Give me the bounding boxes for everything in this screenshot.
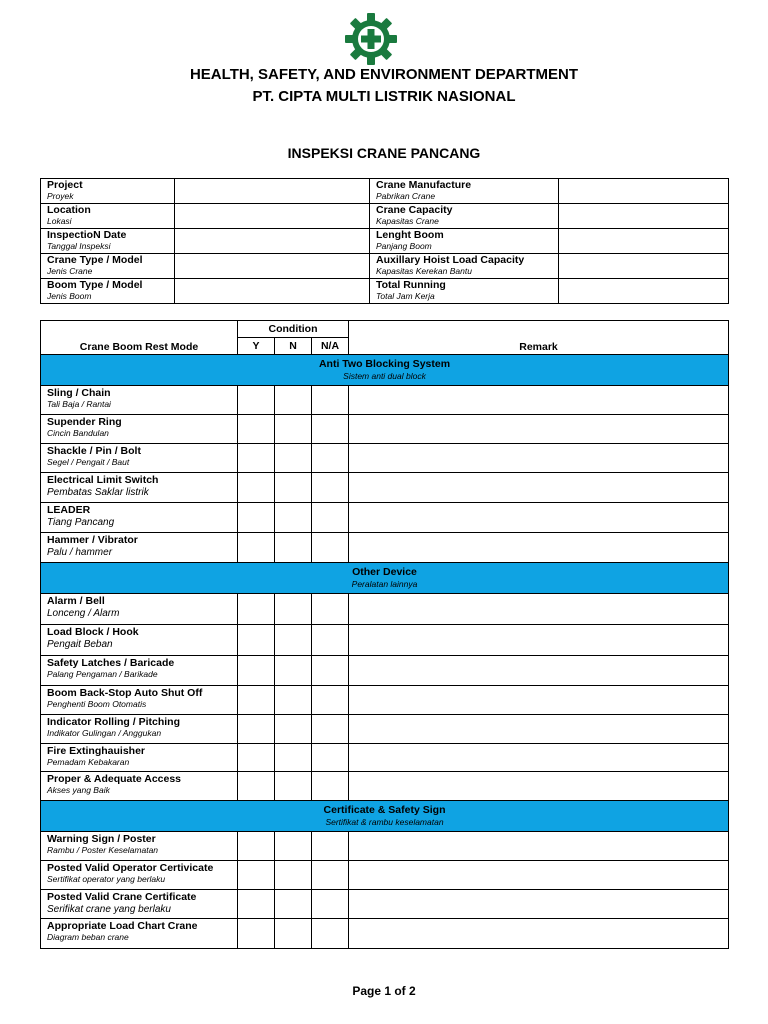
page-number: Page 1 of 2 bbox=[352, 984, 416, 998]
checklist-item-label: Fire Extinghauisher bbox=[47, 745, 146, 757]
section-title: Anti Two Blocking System bbox=[318, 358, 451, 370]
remark-cell[interactable] bbox=[349, 444, 729, 473]
condition-y-cell[interactable] bbox=[238, 415, 275, 444]
checklist-row bbox=[41, 890, 729, 919]
checklist-item bbox=[41, 444, 238, 473]
info-label-cell bbox=[370, 204, 559, 229]
checklist-item-label: Hammer / Vibrator bbox=[47, 534, 138, 546]
info-label: InspectioN Date bbox=[47, 229, 127, 241]
checklist-item-label: Posted Valid Crane Certificate bbox=[47, 891, 197, 903]
condition-n-cell[interactable] bbox=[275, 503, 312, 533]
remark-cell[interactable] bbox=[349, 890, 729, 919]
remark-cell[interactable] bbox=[349, 594, 729, 625]
checklist-item-translation: Pembatas Saklar listrik bbox=[47, 487, 149, 498]
gear-cross-logo-icon bbox=[343, 11, 399, 67]
checklist-item-label: Appropriate Load Chart Crane bbox=[47, 920, 198, 932]
checklist-item-label: Alarm / Bell bbox=[47, 595, 105, 607]
remark-cell[interactable] bbox=[349, 625, 729, 656]
remark-cell[interactable] bbox=[349, 832, 729, 861]
condition-na-cell[interactable] bbox=[312, 744, 349, 772]
condition-n-cell[interactable] bbox=[275, 444, 312, 473]
info-label: Crane Manufacture bbox=[376, 179, 472, 191]
condition-n-cell[interactable] bbox=[275, 686, 312, 715]
remark-cell[interactable] bbox=[349, 861, 729, 890]
inspection-info-table bbox=[40, 178, 729, 304]
checklist-row bbox=[41, 503, 729, 533]
checklist-row bbox=[41, 594, 729, 625]
info-value-field[interactable] bbox=[559, 204, 729, 229]
checklist-item-label: Safety Latches / Baricade bbox=[47, 657, 175, 669]
remark-cell[interactable] bbox=[349, 919, 729, 949]
checklist-item bbox=[41, 715, 238, 744]
checklist-item-label: Electrical Limit Switch bbox=[47, 474, 159, 486]
checklist-item bbox=[41, 890, 238, 919]
section-header-row bbox=[41, 563, 729, 594]
checklist-item-label: LEADER bbox=[47, 504, 91, 516]
condition-n-cell[interactable] bbox=[275, 656, 312, 686]
condition-n-cell[interactable] bbox=[275, 386, 312, 415]
checklist-item bbox=[41, 594, 238, 625]
info-label: Boom Type / Model bbox=[47, 279, 143, 291]
checklist-row bbox=[41, 386, 729, 415]
department-title: HEALTH, SAFETY, AND ENVIRONMENT DEPARTMENT bbox=[189, 66, 579, 83]
checklist-row bbox=[41, 686, 729, 715]
condition-y-cell[interactable] bbox=[238, 919, 275, 949]
section-subtitle: Peralatan lainnya bbox=[351, 579, 418, 589]
info-label-cell bbox=[370, 254, 559, 279]
section-subtitle: Sistem anti dual block bbox=[343, 371, 426, 381]
info-label: Project bbox=[47, 179, 83, 191]
remark-cell[interactable] bbox=[349, 656, 729, 686]
checklist-item bbox=[41, 832, 238, 861]
column-header-mode: Crane Boom Rest Mode bbox=[41, 321, 238, 355]
checklist-item-label: Boom Back-Stop Auto Shut Off bbox=[47, 687, 203, 699]
condition-y-cell[interactable] bbox=[238, 386, 275, 415]
checklist-item bbox=[41, 772, 238, 801]
column-header-condition: Condition bbox=[238, 321, 349, 338]
info-label: Lenght Boom bbox=[376, 229, 444, 241]
column-header-n: N bbox=[275, 338, 312, 355]
info-label-translation: Jenis Boom bbox=[47, 291, 92, 301]
condition-y-cell[interactable] bbox=[238, 594, 275, 625]
checklist-item-label: Posted Valid Operator Certivicate bbox=[47, 862, 214, 874]
condition-y-cell[interactable] bbox=[238, 686, 275, 715]
condition-y-cell[interactable] bbox=[238, 744, 275, 772]
condition-na-cell[interactable] bbox=[312, 832, 349, 861]
info-label-translation: Tanggal Inspeksi bbox=[47, 241, 111, 251]
checklist-item-translation: Diagram beban crane bbox=[47, 932, 129, 942]
condition-n-cell[interactable] bbox=[275, 744, 312, 772]
checklist-item-label: Sling / Chain bbox=[47, 387, 111, 399]
section-header bbox=[41, 563, 729, 594]
checklist-row bbox=[41, 861, 729, 890]
info-label-cell bbox=[370, 279, 559, 304]
info-label-translation: Kapasitas Crane bbox=[376, 216, 439, 226]
info-value-field[interactable] bbox=[559, 229, 729, 254]
condition-n-cell[interactable] bbox=[275, 715, 312, 744]
condition-y-cell[interactable] bbox=[238, 832, 275, 861]
info-label-translation: Lokasi bbox=[47, 216, 72, 226]
checklist-row bbox=[41, 832, 729, 861]
checklist-item-label: Load Block / Hook bbox=[47, 626, 139, 638]
checklist-item-translation: Serifikat crane yang berlaku bbox=[47, 904, 171, 915]
checklist-row bbox=[41, 415, 729, 444]
remark-cell[interactable] bbox=[349, 715, 729, 744]
info-label: Crane Capacity bbox=[376, 204, 453, 216]
condition-y-cell[interactable] bbox=[238, 503, 275, 533]
section-header bbox=[41, 801, 729, 832]
checklist-item bbox=[41, 503, 238, 533]
checklist-item-label: Warning Sign / Poster bbox=[47, 833, 156, 845]
info-label-translation: Proyek bbox=[47, 191, 74, 201]
condition-na-cell[interactable] bbox=[312, 772, 349, 801]
condition-n-cell[interactable] bbox=[275, 533, 312, 563]
condition-na-cell[interactable] bbox=[312, 415, 349, 444]
condition-y-cell[interactable] bbox=[238, 656, 275, 686]
info-value-field[interactable] bbox=[175, 229, 370, 254]
checklist-item-translation: Pemadam Kebakaran bbox=[47, 757, 130, 767]
info-label: Crane Type / Model bbox=[47, 254, 143, 266]
info-value-field[interactable] bbox=[559, 179, 729, 204]
checklist-row bbox=[41, 625, 729, 656]
condition-na-cell[interactable] bbox=[312, 919, 349, 949]
condition-n-cell[interactable] bbox=[275, 415, 312, 444]
condition-n-cell[interactable] bbox=[275, 772, 312, 801]
checklist-item-translation: Rambu / Poster Keselamatan bbox=[47, 845, 159, 855]
checklist-item-translation: Palang Pengaman / Barikade bbox=[47, 669, 158, 679]
condition-na-cell[interactable] bbox=[312, 386, 349, 415]
info-label-cell bbox=[41, 279, 175, 304]
checklist-item bbox=[41, 686, 238, 715]
inspection-checklist-table bbox=[40, 320, 729, 949]
checklist-item-translation: Sertifikat operator yang berlaku bbox=[47, 874, 166, 884]
column-header-na: N/A bbox=[312, 338, 349, 355]
condition-n-cell[interactable] bbox=[275, 919, 312, 949]
remark-cell[interactable] bbox=[349, 772, 729, 801]
checklist-item-translation: Lonceng / Alarm bbox=[47, 608, 120, 619]
info-label-cell bbox=[41, 179, 175, 204]
condition-n-cell[interactable] bbox=[275, 625, 312, 656]
checklist-item-translation: Cincin Bandulan bbox=[47, 428, 109, 438]
info-value-field[interactable] bbox=[175, 204, 370, 229]
checklist-row bbox=[41, 533, 729, 563]
info-label-translation: Total Jam Kerja bbox=[376, 291, 435, 301]
checklist-item-translation: Penghenti Boom Otomatis bbox=[47, 699, 147, 709]
condition-n-cell[interactable] bbox=[275, 832, 312, 861]
checklist-item-translation: Pengait Beban bbox=[47, 639, 113, 650]
condition-y-cell[interactable] bbox=[238, 444, 275, 473]
info-label: Location bbox=[47, 204, 91, 216]
checklist-row bbox=[41, 473, 729, 503]
checklist-item-label: Indicator Rolling / Pitching bbox=[47, 716, 180, 728]
info-value-field[interactable] bbox=[559, 254, 729, 279]
condition-y-cell[interactable] bbox=[238, 625, 275, 656]
condition-na-cell[interactable] bbox=[312, 473, 349, 503]
section-subtitle: Sertifikat & rambu keselamatan bbox=[325, 817, 444, 827]
info-label-cell bbox=[370, 229, 559, 254]
checklist-item bbox=[41, 744, 238, 772]
checklist-row bbox=[41, 919, 729, 949]
checklist-item-translation: Palu / hammer bbox=[47, 547, 113, 558]
info-label-cell bbox=[41, 254, 175, 279]
checklist-item-translation: Akses yang Baik bbox=[47, 785, 110, 795]
condition-y-cell[interactable] bbox=[238, 473, 275, 503]
info-label-cell bbox=[41, 229, 175, 254]
condition-na-cell[interactable] bbox=[312, 594, 349, 625]
checklist-item bbox=[41, 473, 238, 503]
condition-na-cell[interactable] bbox=[312, 890, 349, 919]
document-title: INSPEKSI CRANE PANCANG bbox=[287, 145, 481, 161]
checklist-row bbox=[41, 656, 729, 686]
remark-cell[interactable] bbox=[349, 415, 729, 444]
remark-cell[interactable] bbox=[349, 386, 729, 415]
condition-na-cell[interactable] bbox=[312, 533, 349, 563]
checklist-item bbox=[41, 656, 238, 686]
checklist-item bbox=[41, 861, 238, 890]
condition-na-cell[interactable] bbox=[312, 686, 349, 715]
checklist-item bbox=[41, 415, 238, 444]
condition-y-cell[interactable] bbox=[238, 715, 275, 744]
condition-y-cell[interactable] bbox=[238, 772, 275, 801]
condition-na-cell[interactable] bbox=[312, 715, 349, 744]
checklist-row bbox=[41, 744, 729, 772]
condition-na-cell[interactable] bbox=[312, 861, 349, 890]
checklist-item bbox=[41, 386, 238, 415]
info-label: Total Running bbox=[376, 279, 446, 291]
info-label-translation: Pabrikan Crane bbox=[376, 191, 436, 201]
info-label: Auxillary Hoist Load Capacity bbox=[376, 254, 525, 266]
checklist-item-label: Proper & Adequate Access bbox=[47, 773, 182, 785]
checklist-item-label: Shackle / Pin / Bolt bbox=[47, 445, 141, 457]
condition-n-cell[interactable] bbox=[275, 473, 312, 503]
section-header-row bbox=[41, 801, 729, 832]
info-value-field[interactable] bbox=[175, 254, 370, 279]
info-label-cell bbox=[370, 179, 559, 204]
condition-na-cell[interactable] bbox=[312, 625, 349, 656]
remark-cell[interactable] bbox=[349, 686, 729, 715]
remark-cell[interactable] bbox=[349, 473, 729, 503]
column-header-y: Y bbox=[238, 338, 275, 355]
checklist-item-translation: Indikator Gulingan / Anggukan bbox=[47, 728, 162, 738]
info-label-cell bbox=[41, 204, 175, 229]
info-row bbox=[41, 229, 729, 254]
condition-n-cell[interactable] bbox=[275, 861, 312, 890]
condition-n-cell[interactable] bbox=[275, 594, 312, 625]
checklist-item-label: Supender Ring bbox=[47, 416, 122, 428]
remark-cell[interactable] bbox=[349, 744, 729, 772]
info-row bbox=[41, 279, 729, 304]
condition-n-cell[interactable] bbox=[275, 890, 312, 919]
condition-y-cell[interactable] bbox=[238, 861, 275, 890]
info-value-field[interactable] bbox=[175, 179, 370, 204]
checklist-item-translation: Tali Baja / Rantai bbox=[47, 399, 111, 409]
checklist-row bbox=[41, 444, 729, 473]
checklist-row bbox=[41, 715, 729, 744]
info-value-field[interactable] bbox=[175, 279, 370, 304]
section-title: Certificate & Safety Sign bbox=[323, 804, 446, 816]
info-label-translation: Kapasitas Kerekan Bantu bbox=[376, 266, 472, 276]
condition-na-cell[interactable] bbox=[312, 656, 349, 686]
checklist-item bbox=[41, 625, 238, 656]
company-name: PT. CIPTA MULTI LISTRIK NASIONAL bbox=[252, 88, 516, 105]
info-label-translation: Jenis Crane bbox=[47, 266, 93, 276]
checklist-row bbox=[41, 772, 729, 801]
checklist-item-translation: Tiang Pancang bbox=[47, 517, 115, 528]
condition-y-cell[interactable] bbox=[238, 890, 275, 919]
remark-cell[interactable] bbox=[349, 503, 729, 533]
checklist-item bbox=[41, 919, 238, 949]
checklist-item-translation: Segel / Pengait / Baut bbox=[47, 457, 130, 467]
remark-cell[interactable] bbox=[349, 533, 729, 563]
section-header bbox=[41, 355, 729, 386]
section-header-row bbox=[41, 355, 729, 386]
checklist-item bbox=[41, 533, 238, 563]
info-row bbox=[41, 204, 729, 229]
condition-na-cell[interactable] bbox=[312, 444, 349, 473]
info-label-translation: Panjang Boom bbox=[376, 241, 432, 251]
info-row bbox=[41, 254, 729, 279]
info-value-field[interactable] bbox=[559, 279, 729, 304]
section-title: Other Device bbox=[352, 566, 417, 578]
condition-na-cell[interactable] bbox=[312, 503, 349, 533]
column-header-remark: Remark bbox=[349, 321, 729, 355]
info-row bbox=[41, 179, 729, 204]
condition-y-cell[interactable] bbox=[238, 533, 275, 563]
